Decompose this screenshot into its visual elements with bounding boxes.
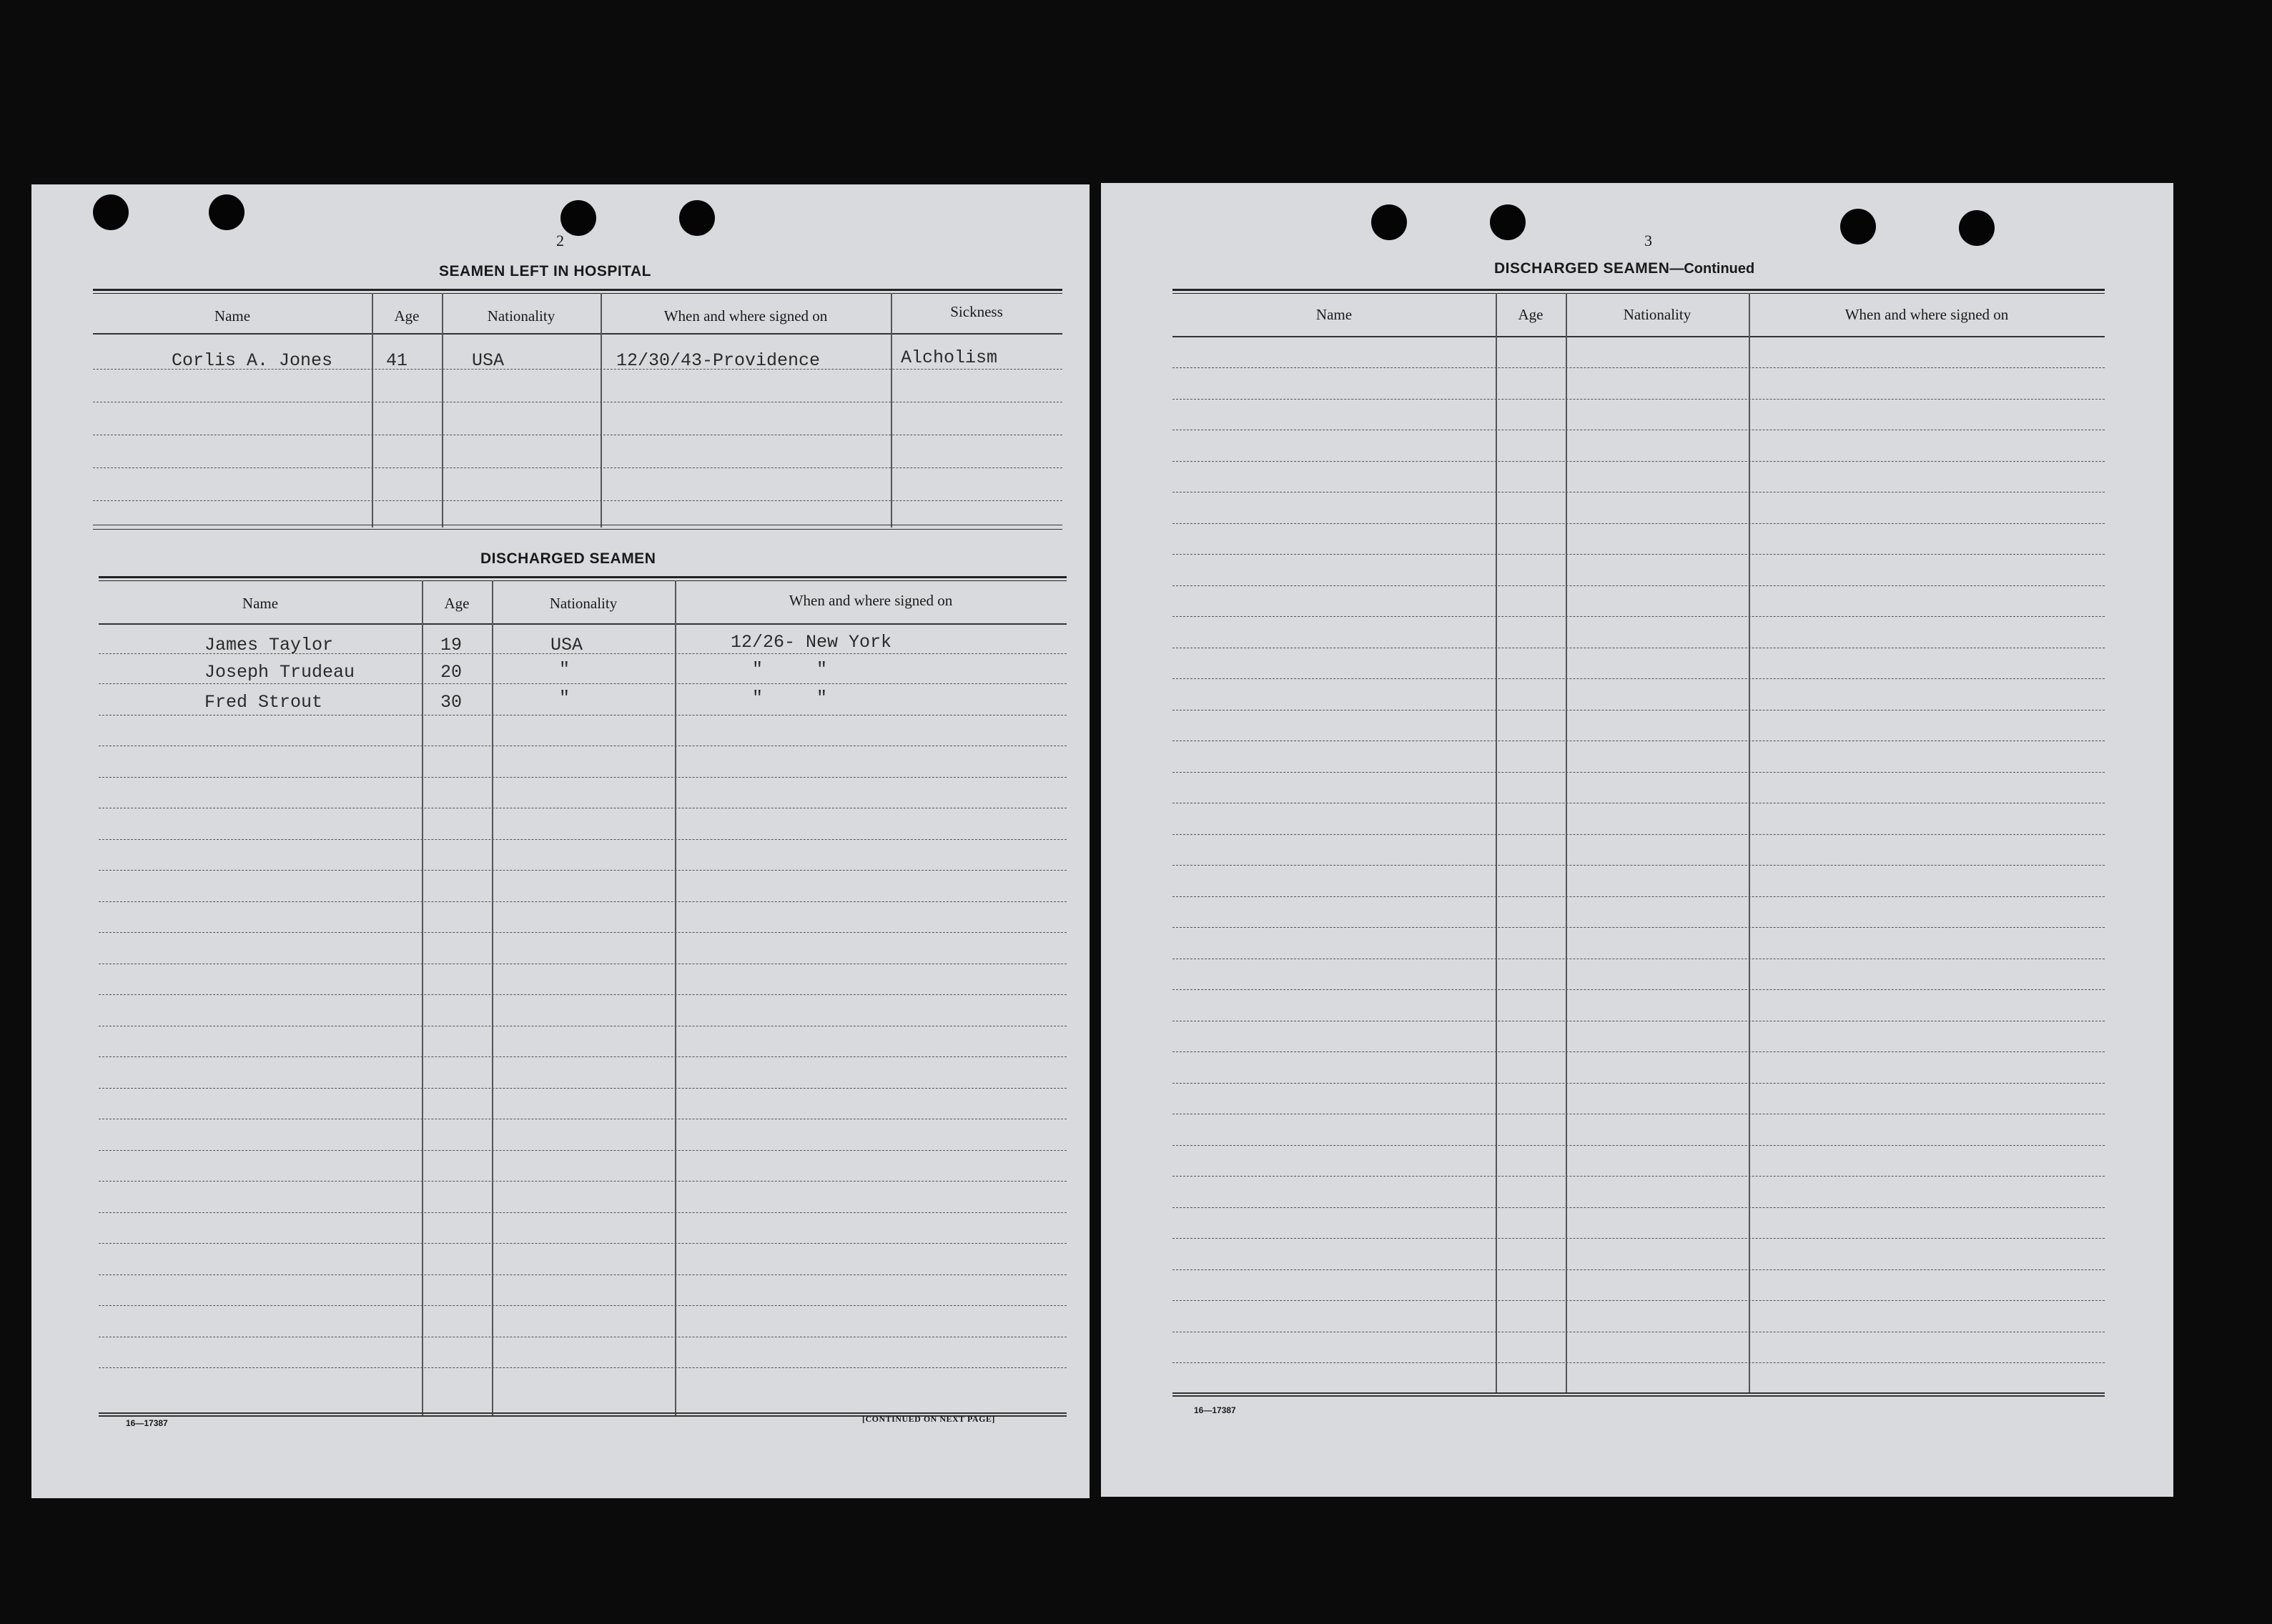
col-header-age: Age [394,307,420,325]
col-header-name: Name [1315,306,1353,323]
col-header-name: Name [214,307,251,325]
continued-note: [CONTINUED ON NEXT PAGE] [862,1414,995,1424]
table-row-age: 30 [440,692,463,713]
punch-hole [1959,210,1995,246]
col-header-nationality: Nationality [1623,306,1691,323]
discharged-continued-title [1494,260,1754,277]
discharged-table [99,576,1067,1420]
table-row-name: Corlis A. Jones [172,350,333,371]
col-header-signed-on: When and where signed on [663,307,828,325]
col-header-sickness: Sickness [950,303,1003,320]
table-row-sickness: Alcholism [901,347,998,368]
table-row-age: 19 [440,635,463,655]
form-code: 16—17387 [126,1418,168,1428]
hospital-section-title: SEAMEN LEFT IN HOSPITAL [439,263,651,279]
col-header-nationality: Nationality [549,595,618,612]
table-row-age: 20 [440,662,463,683]
table-row-name: Fred Strout [204,692,323,713]
table-row-signed-on: " " [752,688,828,708]
table-row-name: James Taylor [204,635,334,655]
col-header-signed-on: When and where signed on [789,592,953,609]
table-row-name: Joseph Trudeau [204,662,355,683]
left-page [31,184,1090,1498]
discharged-continued-table [1172,289,2105,1398]
table-row-nationality: USA [472,350,505,371]
punch-hole [209,194,245,230]
page-number: 2 [556,232,564,249]
title-main: DISCHARGED SEAMEN [1494,260,1670,277]
table-row-nationality: USA [550,635,583,655]
punch-hole [93,194,129,230]
col-header-age: Age [444,595,470,612]
discharged-section-title: DISCHARGED SEAMEN [480,550,656,567]
table-row-signed-on: 12/26- New York [731,632,892,653]
punch-hole [679,200,715,236]
punch-hole [560,200,596,236]
table-row-age: 41 [386,350,408,371]
table-row-signed-on: " " [752,659,828,680]
table-row-nationality: " [559,688,571,708]
table-row-nationality: " [559,659,571,680]
table-row-signed-on: 12/30/43-Providence [616,350,821,371]
col-header-name: Name [242,595,279,612]
page-number: 3 [1644,232,1652,249]
col-header-age: Age [1518,306,1544,323]
hospital-table [93,289,1062,532]
col-header-nationality: Nationality [487,307,555,325]
title-continued: —Continued [1669,261,1755,277]
punch-hole [1490,204,1526,240]
punch-hole [1840,209,1876,244]
form-code: 16—17387 [1194,1405,1236,1415]
right-page [1101,183,2173,1497]
col-header-signed-on: When and where signed on [1844,306,2009,323]
punch-hole [1371,204,1407,240]
